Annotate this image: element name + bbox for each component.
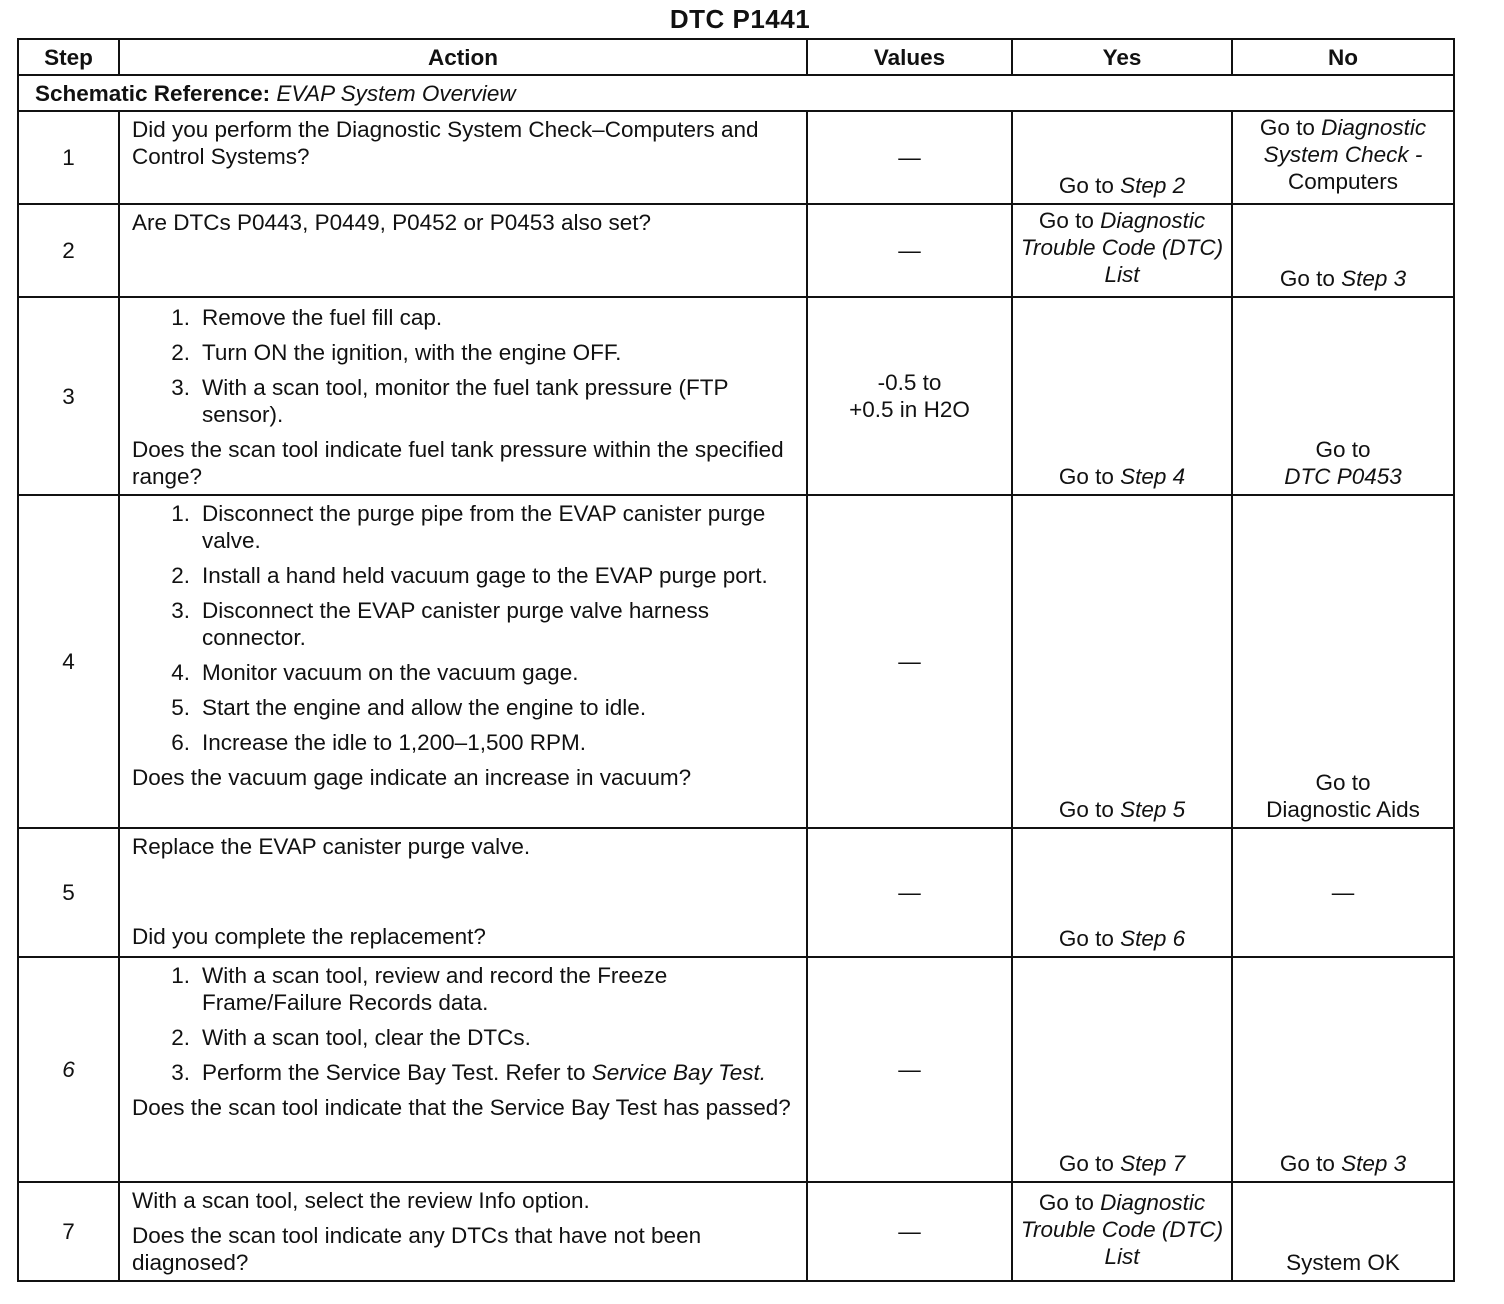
no-outcome: Go to DTC P0453	[1284, 437, 1402, 489]
no-cell	[1232, 957, 1454, 1182]
header-no: No	[1232, 39, 1454, 75]
values-cell	[807, 111, 1012, 204]
no-plain: Computers	[1287, 169, 1399, 194]
values-cell	[807, 204, 1012, 297]
step-number: 4	[18, 495, 119, 828]
action-cell	[119, 957, 807, 1182]
instruction-list	[132, 500, 792, 756]
no-link[interactable]: DTC P0453	[1284, 464, 1402, 489]
action-cell	[119, 495, 807, 828]
header-step: Step	[18, 39, 119, 75]
yes-outcome: Go to Step 7	[1058, 1151, 1186, 1176]
schematic-reference-row	[18, 75, 1454, 111]
table-row	[18, 297, 1454, 495]
no-cell	[1232, 297, 1454, 495]
list-item: 5. Start the engine and allow the engine to idle.	[171, 695, 647, 720]
action-body	[120, 958, 806, 1125]
value-range-low: -0.5 to	[877, 370, 942, 395]
action-cell	[119, 204, 807, 297]
yes-link[interactable]: Step 2	[1120, 173, 1186, 198]
header-values: Values	[807, 39, 1012, 75]
action-question: Does the scan tool indicate fuel tank pressure within the specified range?	[132, 437, 784, 489]
action-question: Does the scan tool indicate that the Service Bay Test has passed?	[132, 1095, 791, 1120]
action-cell	[119, 297, 807, 495]
action-body	[120, 1183, 806, 1280]
value-dash: —	[898, 238, 921, 263]
reference-value: EVAP System Overview	[276, 80, 516, 106]
list-item: 1. Disconnect the purge pipe from the EVAP canister purge valve.	[171, 501, 766, 553]
action-cell	[119, 1182, 807, 1281]
no-outcome: System OK	[1286, 1250, 1400, 1275]
table-row	[18, 204, 1454, 297]
action-body	[120, 829, 806, 954]
value-dash: —	[898, 1057, 921, 1082]
action-body	[120, 298, 806, 494]
action-instruction: With a scan tool, select the review Info option.	[132, 1188, 590, 1213]
yes-cell	[1012, 495, 1232, 828]
value-dash: —	[898, 145, 921, 170]
step-number: 2	[18, 204, 119, 297]
value-range-high: +0.5 in H2O	[849, 397, 970, 422]
header-yes: Yes	[1012, 39, 1232, 75]
no-link[interactable]: Step 3	[1341, 266, 1407, 291]
step-number: 5	[18, 828, 119, 957]
values-cell	[807, 957, 1012, 1182]
instruction-list	[132, 304, 792, 428]
list-item: 1. Remove the fuel fill cap.	[171, 305, 443, 330]
list-item: 3. Disconnect the EVAP canister purge valve harness connector.	[171, 598, 709, 650]
yes-link[interactable]: Step 4	[1120, 464, 1186, 489]
no-link[interactable]: Step 3	[1341, 1151, 1407, 1176]
values-cell	[807, 495, 1012, 828]
diagnostic-table	[17, 38, 1455, 1282]
table-row	[18, 495, 1454, 828]
service-bay-test-link[interactable]: Service Bay Test.	[591, 1060, 767, 1085]
action-cell	[119, 828, 807, 957]
values-cell	[807, 1182, 1012, 1281]
no-link[interactable]: Diagnostic System Check -	[1263, 115, 1427, 167]
yes-cell	[1012, 297, 1232, 495]
header-row	[18, 39, 1454, 75]
table-row	[18, 828, 1454, 957]
step-number: 7	[18, 1182, 119, 1281]
yes-outcome: Go to Step 2	[1058, 173, 1186, 198]
list-item: 3. With a scan tool, monitor the fuel tank pressure (FTP sensor).	[171, 375, 729, 427]
action-body	[120, 496, 806, 795]
list-item: 6. Increase the idle to 1,200–1,500 RPM.	[171, 730, 586, 755]
yes-outcome: Go to Step 6	[1058, 926, 1186, 951]
yes-cell	[1012, 111, 1232, 204]
no-cell	[1232, 828, 1454, 957]
yes-cell	[1012, 204, 1232, 297]
action-question: Does the scan tool indicate any DTCs that have not been diagnosed?	[132, 1223, 702, 1275]
value-dash: —	[898, 649, 921, 674]
list-item: 2. Turn ON the ignition, with the engine OFF.	[171, 340, 622, 365]
list-item: 2. Install a hand held vacuum gage to the EVAP purge port.	[171, 563, 768, 588]
action-question: Are DTCs P0443, P0449, P0452 or P0453 also set?	[132, 210, 652, 235]
action-cell	[119, 111, 807, 204]
yes-cell	[1012, 957, 1232, 1182]
step-number: 3	[18, 297, 119, 495]
no-cell	[1232, 1182, 1454, 1281]
list-item: 1. With a scan tool, review and record the Freeze Frame/Failure Records data.	[171, 963, 668, 1015]
no-cell	[1232, 204, 1454, 297]
yes-link[interactable]: Step 5	[1120, 797, 1186, 822]
no-link[interactable]: Diagnostic Aids	[1266, 797, 1420, 822]
no-outcome: Go to Diagnostic Aids	[1266, 770, 1420, 822]
no-cell	[1232, 111, 1454, 204]
action-question: Did you complete the replacement?	[132, 924, 486, 949]
instruction-list	[132, 962, 792, 1086]
table-row	[18, 111, 1454, 204]
value-dash: —	[898, 1219, 921, 1244]
table-row	[18, 957, 1454, 1182]
yes-outcome: Go to Step 5	[1058, 797, 1186, 822]
schematic-reference	[18, 75, 1454, 111]
no-dash: —	[1331, 880, 1355, 905]
yes-link[interactable]: Step 6	[1120, 926, 1186, 951]
action-question: Does the vacuum gage indicate an increase in vacuum?	[132, 765, 692, 790]
values-cell	[807, 828, 1012, 957]
yes-cell	[1012, 828, 1232, 957]
list-item: 3. Perform the Service Bay Test. Refer to Service Bay Test.	[171, 1060, 767, 1085]
yes-link[interactable]: Step 7	[1120, 1151, 1186, 1176]
yes-outcome: Go to Diagnostic Trouble Code (DTC) List	[1020, 1190, 1224, 1269]
yes-outcome: Go to Diagnostic Trouble Code (DTC) List	[1020, 208, 1224, 287]
yes-cell	[1012, 1182, 1232, 1281]
step-number: 6	[18, 957, 119, 1182]
value-dash: —	[898, 880, 921, 905]
values-cell	[807, 297, 1012, 495]
no-outcome: Go to Step 3	[1279, 266, 1407, 291]
step-number: 1	[18, 111, 119, 204]
list-item: 2. With a scan tool, clear the DTCs.	[171, 1025, 531, 1050]
no-outcome: Go to Step 3	[1279, 1151, 1407, 1176]
table-row	[18, 1182, 1454, 1281]
document-title: DTC P1441	[669, 4, 811, 34]
yes-link[interactable]: Diagnostic Trouble Code (DTC) List	[1020, 208, 1224, 287]
reference-label: Schematic Reference:	[35, 80, 271, 106]
list-item: 4. Monitor vacuum on the vacuum gage.	[171, 660, 579, 685]
yes-link[interactable]: Diagnostic Trouble Code (DTC) List	[1020, 1190, 1224, 1269]
action-instruction: Replace the EVAP canister purge valve.	[132, 834, 531, 859]
yes-outcome: Go to Step 4	[1058, 464, 1186, 489]
no-cell	[1232, 495, 1454, 828]
no-outcome: Go to Diagnostic System Check - Computers	[1259, 115, 1427, 194]
action-question: Did you perform the Diagnostic System Check–Computers and Control Systems?	[132, 117, 759, 169]
header-action: Action	[119, 39, 807, 75]
